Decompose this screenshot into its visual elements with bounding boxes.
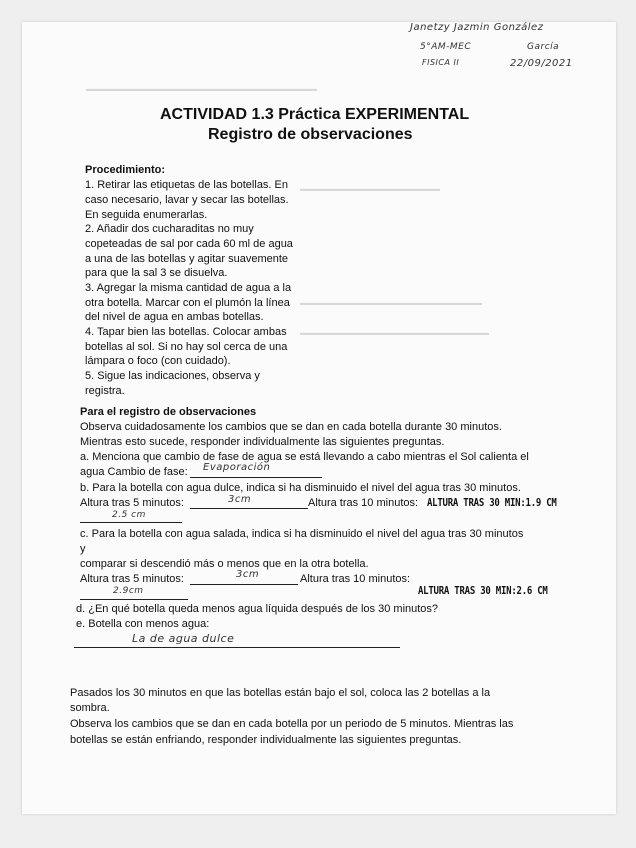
closing-text: sombra. — [70, 702, 110, 714]
fresh-alt30-stamp: ALTURA TRAS 30 MIN:1.9 CM — [427, 496, 557, 509]
procedure-line: a una de las botellas y agitar suavemente — [85, 253, 289, 265]
answer-line — [80, 522, 182, 523]
fresh-alt10-answer: 2.5 cm — [112, 510, 146, 520]
fresh-alt5-label: Altura tras 5 minutos: — [80, 497, 184, 509]
date-label: 22/09/2021 — [510, 58, 573, 69]
least-water-answer: La de agua dulce — [132, 632, 235, 645]
bleed-through-text: ▬▬▬▬▬▬▬▬▬▬▬▬▬▬▬▬▬▬▬▬▬▬▬▬▬▬▬▬▬▬▬▬▬ — [86, 86, 317, 93]
closing-text: Observa los cambios que se dan en cada botella por un periodo de 5 minutos. Mientras las — [70, 718, 514, 730]
procedure-line: caso necesario, lavar y secar las botellas. — [85, 194, 289, 206]
procedure-line: 5. Sigue las indicaciones, observa y — [85, 370, 260, 382]
procedure-heading: Procedimiento: — [85, 164, 166, 176]
procedure-line: lámpara o foco (con cuidado). — [85, 355, 231, 367]
bleed-through-text: ▬▬▬▬▬▬▬▬▬▬▬▬▬▬▬▬▬▬▬▬ — [300, 186, 440, 193]
answer-line — [80, 599, 188, 600]
procedure-line: copeteadas de sal por cada 60 ml de agua — [85, 238, 293, 250]
procedure-line: 2. Añadir dos cucharaditas no muy — [85, 223, 254, 235]
student-surname: García — [527, 42, 560, 52]
question-d: d. ¿En qué botella queda menos agua líquida después de los 30 minutos? — [76, 603, 439, 615]
procedure-line: 3. Agregar la misma cantidad de agua a la — [85, 282, 292, 294]
salt-alt5-answer: 3cm — [236, 569, 260, 580]
answer-line — [74, 647, 400, 648]
question-c: c. Para la botella con agua salada, indica si ha disminuido el nivel del agua tras 30 minutos — [80, 528, 524, 540]
procedure-line: para que la sal 3 se disuelva. — [85, 267, 228, 279]
answer-line — [190, 477, 322, 478]
answer-line — [190, 584, 298, 585]
procedure-line: del nivel de agua en ambas botellas. — [85, 311, 264, 323]
question-b: b. Para la botella con agua dulce, indica si ha disminuido el nivel del agua tras 30 minutos. — [80, 482, 521, 494]
procedure-line: 4. Tapar bien las botellas. Colocar ambas — [85, 326, 287, 338]
fresh-alt10-label: Altura tras 10 minutos: — [308, 497, 419, 509]
salt-alt10-label: Altura tras 10 minutos: — [300, 573, 411, 585]
subject-label: FISICA II — [422, 58, 460, 67]
student-name: Janetzy Jazmin González — [410, 22, 544, 33]
question-e: e. Botella con menos agua: — [76, 618, 210, 630]
question-a: a. Menciona que cambio de fase de agua se está llevando a cabo mientras el Sol calienta el — [80, 451, 529, 463]
procedure-line: botellas al sol. Si no hay sol cerca de una — [85, 341, 288, 353]
procedure-line: En seguida enumerarlas. — [85, 209, 208, 221]
question-c-cont: y — [80, 543, 86, 555]
salt-alt5-label: Altura tras 5 minutos: — [80, 573, 184, 585]
activity-title: ACTIVIDAD 1.3 Práctica EXPERIMENTAL — [160, 106, 470, 123]
closing-text: Pasados los 30 minutos en que las botellas están bajo el sol, coloca las 2 botellas a la — [70, 687, 491, 699]
procedure-line: otra botella. Marcar con el plumón la línea — [85, 297, 290, 309]
fresh-alt5-answer: 3cm — [228, 494, 252, 505]
answer-line — [190, 508, 308, 509]
bleed-through-text: ▬▬▬▬▬▬▬▬▬▬▬▬▬▬▬▬▬▬▬▬▬▬▬▬▬▬▬ — [300, 330, 489, 337]
observations-intro: Mientras esto sucede, responder individualmente las siguientes preguntas. — [80, 436, 445, 448]
procedure-line: 1. Retirar las etiquetas de las botellas. En — [85, 179, 289, 191]
phase-change-answer: Evaporación — [203, 462, 271, 473]
group-label: 5°AM-MEC — [420, 42, 472, 52]
observations-intro: Observa cuidadosamente los cambios que se dan en cada botella durante 30 minutos. — [80, 421, 502, 433]
procedure-line: registra. — [85, 385, 125, 397]
salt-alt10-answer: 2.9cm — [113, 586, 144, 596]
bleed-through-text: ▬▬▬▬▬▬▬▬▬▬▬▬▬▬▬▬▬▬▬▬▬▬▬▬▬▬ — [300, 300, 482, 307]
closing-text: botellas se están enfriando, responder individualmente las siguientes preguntas. — [70, 734, 462, 746]
observations-heading: Para el registro de observaciones — [80, 406, 257, 418]
salt-alt30-stamp: ALTURA TRAS 30 MIN:2.6 CM — [418, 584, 548, 597]
question-c-cont: comparar si descendió más o menos que en la otra botella. — [80, 558, 369, 570]
activity-subtitle: Registro de observaciones — [208, 126, 413, 143]
question-a-label: agua Cambio de fase: — [80, 466, 188, 478]
